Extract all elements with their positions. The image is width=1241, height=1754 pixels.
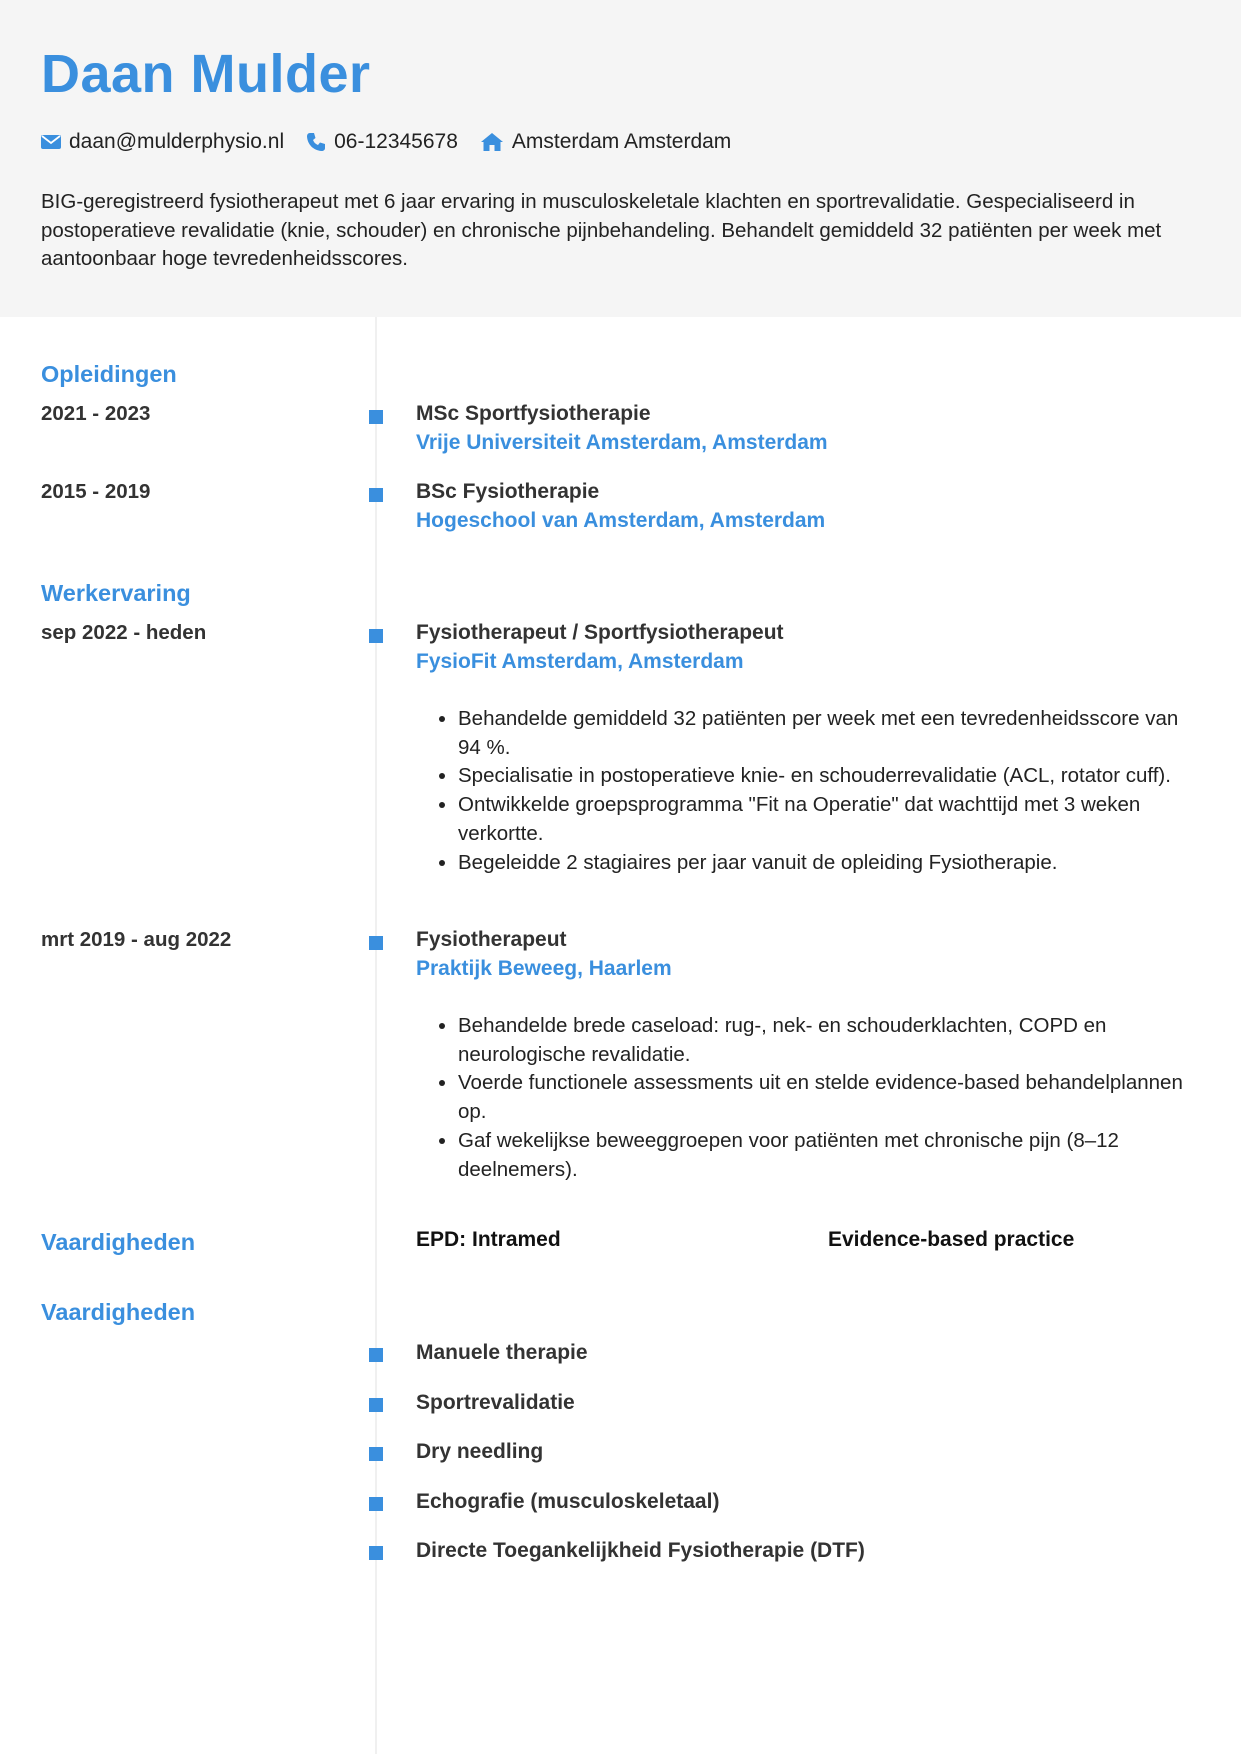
phone-text: 06-12345678 <box>334 130 458 153</box>
timeline-divider <box>375 317 377 1754</box>
section-title-education: Opleidingen <box>41 361 177 387</box>
experience-2-company: Praktijk Beweeg, Haarlem <box>416 957 672 980</box>
envelope-icon <box>41 134 61 150</box>
experience-1-company: FysioFit Amsterdam, Amsterdam <box>416 650 744 673</box>
skill-item: Evidence-based practice <box>828 1228 1075 1251</box>
phone-icon <box>306 132 326 152</box>
timeline-marker <box>369 1447 383 1461</box>
education-2-institution: Hogeschool van Amsterdam, Amsterdam <box>416 509 826 532</box>
timeline-marker <box>369 1546 383 1560</box>
profile-summary: BIG-geregistreerd fysiotherapeut met 6 jaar ervaring in musculoskeletale klachten en sportrevalidatie. Gespecialiseerd in postoperatieve revalidatie (knie, schouder) en chronische pijnbehandeling. Behandelt gemiddeld 32 patiënten per week met aantoonbaar hoge tevredenheidsscores. <box>41 190 1162 270</box>
experience-2-dates: mrt 2019 - aug 2022 <box>41 928 232 951</box>
skill-item: Sportrevalidatie <box>416 1391 575 1414</box>
list-item: • Behandelde gemiddeld 32 patiënten per week met een tevredenheidsscore van 94 %. <box>458 705 1206 762</box>
list-item: • Behandelde brede caseload: rug-, nek- en schouderklachten, COPD en neurologische revalidatie. <box>458 1012 1206 1069</box>
contact-email[interactable] <box>41 130 284 154</box>
skill-item: Echografie (musculoskeletaal) <box>416 1490 720 1513</box>
experience-2-role: Fysiotherapeut <box>416 928 567 951</box>
list-item: • Begeleidde 2 stagiaires per jaar vanuit de opleiding Fysiotherapie. <box>458 849 1206 878</box>
experience-1-dates: sep 2022 - heden <box>41 621 207 644</box>
education-1-dates: 2021 - 2023 <box>41 402 151 425</box>
section-title-experience: Werkervaring <box>41 580 191 606</box>
experience-1-role: Fysiotherapeut / Sportfysiotherapeut <box>416 621 784 644</box>
education-2-dates: 2015 - 2019 <box>41 480 151 503</box>
education-1-degree: MSc Sportfysiotherapie <box>416 402 651 425</box>
skill-item: Dry needling <box>416 1440 544 1463</box>
education-1-institution: Vrije Universiteit Amsterdam, Amsterdam <box>416 431 828 454</box>
timeline-marker <box>369 629 383 643</box>
timeline-marker <box>369 1398 383 1412</box>
timeline-marker <box>369 488 383 502</box>
header <box>0 0 1241 317</box>
skill-item: Directe Toegankelijkheid Fysiotherapie (DTF) <box>416 1539 865 1562</box>
section-title-skills-list: Vaardigheden <box>41 1299 196 1325</box>
home-icon <box>480 132 504 152</box>
experience-1-bullets <box>416 705 1206 877</box>
timeline-marker <box>369 410 383 424</box>
timeline-marker <box>369 1497 383 1511</box>
contact-phone[interactable] <box>306 130 458 154</box>
contact-location <box>480 130 731 154</box>
email-text: daan@mulderphysio.nl <box>69 130 285 153</box>
section-title-skills: Vaardigheden <box>41 1229 196 1255</box>
candidate-name: Daan Mulder <box>41 44 371 104</box>
list-item: • Specialisatie in postoperatieve knie- en schouderrevalidatie (ACL, rotator cuff). <box>458 762 1206 791</box>
location-text: Amsterdam Amsterdam <box>511 130 732 153</box>
list-item: • Voerde functionele assessments uit en stelde evidence-based behandelplannen op. <box>458 1069 1206 1126</box>
skill-item: EPD: Intramed <box>416 1228 561 1251</box>
list-item: • Ontwikkelde groepsprogramma "Fit na Operatie" dat wachttijd met 3 weken verkortte. <box>458 791 1206 848</box>
list-item: • Gaf wekelijkse beweeggroepen voor patiënten met chronische pijn (8–12 deelnemers). <box>458 1127 1206 1184</box>
education-2-degree: BSc Fysiotherapie <box>416 480 600 503</box>
timeline-marker <box>369 936 383 950</box>
experience-2-bullets <box>416 1012 1206 1184</box>
skill-item: Manuele therapie <box>416 1341 588 1364</box>
contact-row <box>41 126 753 158</box>
timeline-marker <box>369 1348 383 1362</box>
